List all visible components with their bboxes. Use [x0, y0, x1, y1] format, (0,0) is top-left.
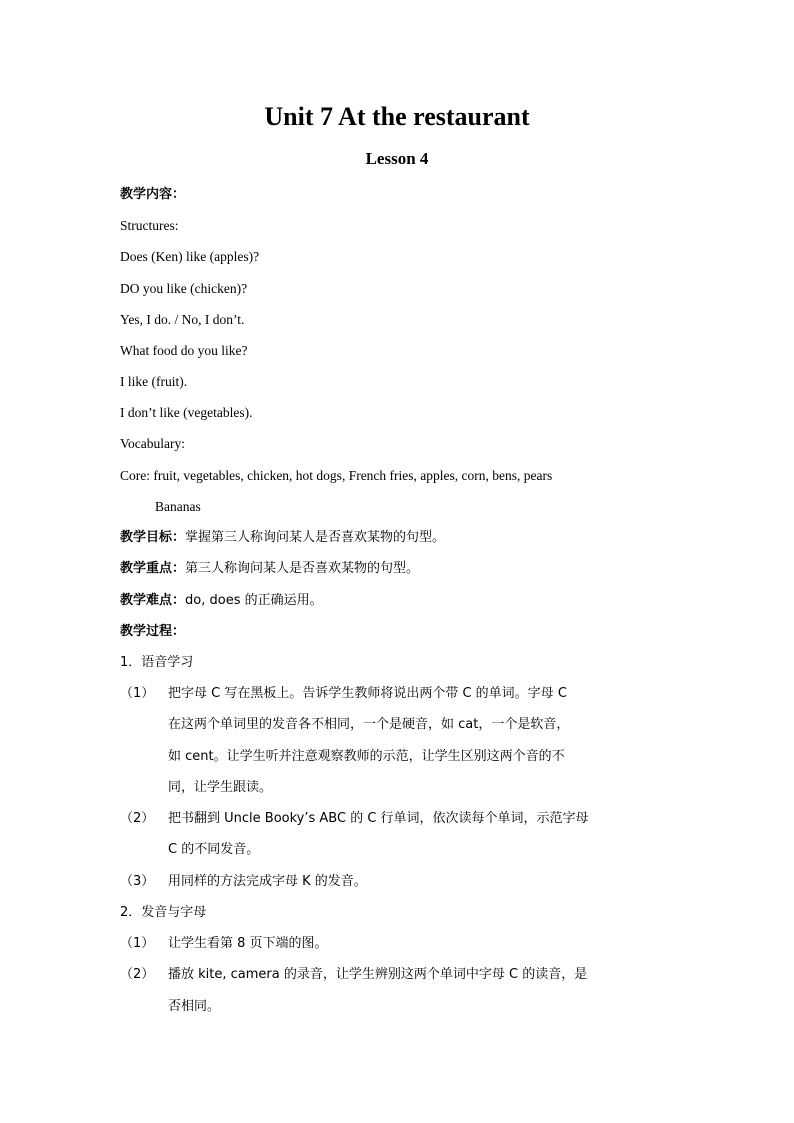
structure-line: Does (Ken) like (apples)?	[120, 249, 260, 264]
page-title: Unit 7 At the restaurant	[264, 102, 530, 131]
goal-text: 掌握第三人称询问某人是否喜欢某物的句型。	[185, 530, 446, 545]
item-number: （3）	[120, 874, 155, 889]
item-number: （1）	[120, 686, 155, 701]
vocabulary-core: Core: fruit, vegetables, chicken, hot dogs, French fries, apples, corn, bens, pears	[120, 468, 553, 483]
difficulty-label: 教学难点：	[120, 593, 186, 608]
item-number: （2）	[120, 811, 155, 826]
key-text: 第三人称询问某人是否喜欢某物的句型。	[185, 561, 420, 576]
item-line: 同，让学生跟读。	[168, 780, 273, 795]
item-line: 否相同。	[168, 999, 221, 1014]
structure-line: What food do you like?	[120, 343, 248, 358]
item-line: 在这两个单词里的发音各不相同，一个是硬音，如 cat，一个是软音，	[168, 717, 570, 732]
item-line: 把书翻到 Uncle Booky’s ABC 的 C 行单词，依次读每个单词，示范字母	[168, 811, 589, 826]
vocabulary-continuation: Bananas	[155, 499, 201, 514]
section-1-title: 1．语音学习	[120, 655, 194, 670]
item-line: 把字母 C 写在黑板上。告诉学生教师将说出两个带 C 的单词。字母 C	[168, 686, 567, 701]
section-2-title: 2．发音与字母	[120, 905, 207, 920]
difficulty-text: do, does 的正确运用。	[185, 593, 323, 608]
content-heading: 教学内容：	[120, 187, 186, 202]
item-number: （2）	[120, 967, 155, 982]
teaching-difficulty	[120, 592, 323, 610]
structure-line: DO you like (chicken)?	[120, 281, 248, 296]
item-line: 如 cent。让学生听并注意观察教师的示范，让学生区别这两个音的不	[168, 749, 565, 764]
item-line: 用同样的方法完成字母 K 的发音。	[168, 874, 367, 889]
process-heading: 教学过程：	[120, 624, 186, 639]
structures-label: Structures:	[120, 218, 179, 233]
teaching-goal	[120, 529, 445, 547]
item-line: 播放 kite, camera 的录音，让学生辨别这两个单词中字母 C 的读音，是	[168, 967, 588, 982]
structure-line: I like (fruit).	[120, 374, 188, 389]
key-label: 教学重点：	[120, 561, 186, 576]
teaching-key-point	[120, 560, 419, 578]
structure-line: I don’t like (vegetables).	[120, 405, 253, 420]
item-line: C 的不同发音。	[168, 842, 260, 857]
lesson-subtitle: Lesson 4	[365, 149, 429, 168]
item-number: （1）	[120, 936, 155, 951]
vocabulary-label: Vocabulary:	[120, 436, 185, 451]
item-line: 让学生看第 8 页下端的图。	[168, 936, 328, 951]
structure-line: Yes, I do. / No, I don’t.	[120, 312, 245, 327]
goal-label: 教学目标：	[120, 530, 186, 545]
